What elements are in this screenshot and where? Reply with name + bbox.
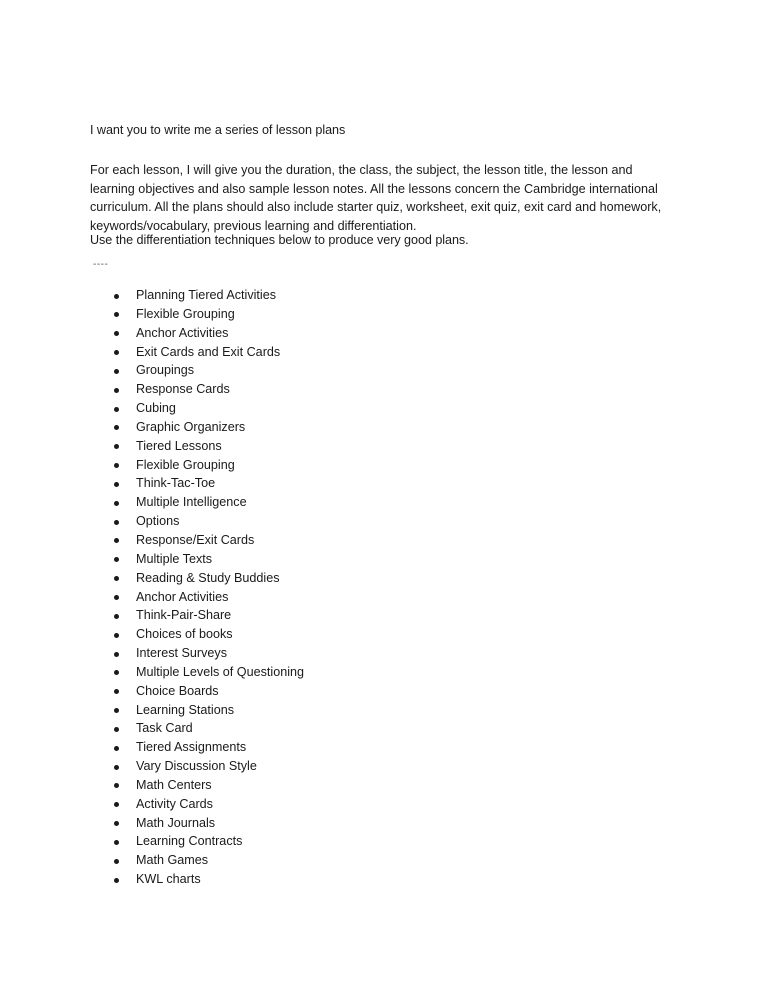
list-item-label: Response/Exit Cards <box>136 532 255 547</box>
list-item-label: Interest Surveys <box>136 646 227 661</box>
techniques-list <box>112 286 304 889</box>
bullet-icon <box>114 689 119 694</box>
list-item-label: Activity Cards <box>136 796 213 811</box>
list-item-label: Choice Boards <box>136 683 219 698</box>
list-item <box>112 870 304 889</box>
list-item-label: Response Cards <box>136 382 230 397</box>
paragraph-line: learning objectives and also sample lesson notes. All the lessons concern the Cambridge international <box>90 181 658 196</box>
list-item <box>112 776 304 795</box>
list-item <box>112 550 304 569</box>
list-item-label: Flexible Grouping <box>136 457 235 472</box>
bullet-icon <box>114 765 119 770</box>
list-item-label: Think-Tac-Toe <box>136 476 216 491</box>
list-item <box>112 644 304 663</box>
intro-line: I want you to write me a series of lesson plans <box>90 123 346 137</box>
bullet-icon <box>114 294 119 299</box>
list-item-label: Math Journals <box>136 815 216 830</box>
bullet-icon <box>114 595 119 600</box>
list-item <box>112 399 304 418</box>
list-item <box>112 625 304 644</box>
list-item-label: Groupings <box>136 363 195 378</box>
list-item <box>112 474 304 493</box>
bullet-icon <box>114 859 119 864</box>
list-item <box>112 663 304 682</box>
bullet-icon <box>114 708 119 713</box>
list-item <box>112 493 304 512</box>
list-item <box>112 738 304 757</box>
bullet-icon <box>114 331 119 336</box>
list-item <box>112 569 304 588</box>
bullet-icon <box>114 407 119 412</box>
bullet-icon <box>114 425 119 430</box>
list-item <box>112 286 304 305</box>
bullet-icon <box>114 633 119 638</box>
list-item-label: Math Games <box>136 853 209 868</box>
bullet-icon <box>114 557 119 562</box>
list-item-label: Reading & Study Buddies <box>136 570 280 585</box>
bullet-icon <box>114 501 119 506</box>
bullet-icon <box>114 614 119 619</box>
list-item <box>112 512 304 531</box>
list-item <box>112 851 304 870</box>
list-item-label: KWL charts <box>136 872 201 887</box>
bullet-icon <box>114 463 119 468</box>
list-item-label: Anchor Activities <box>136 589 229 604</box>
list-item <box>112 814 304 833</box>
bullet-icon <box>114 652 119 657</box>
bullet-icon <box>114 444 119 449</box>
bullet-icon <box>114 538 119 543</box>
list-item-label: Options <box>136 514 180 529</box>
list-item-label: Anchor Activities <box>136 325 229 340</box>
bullet-icon <box>114 369 119 374</box>
list-item-label: Graphic Organizers <box>136 419 246 434</box>
list-item <box>112 531 304 550</box>
bullet-icon <box>114 821 119 826</box>
bullet-icon <box>114 878 119 883</box>
list-item-label: Learning Stations <box>136 702 235 717</box>
list-item <box>112 719 304 738</box>
bullet-icon <box>114 670 119 675</box>
list-item-label: Math Centers <box>136 777 212 792</box>
bullet-icon <box>114 783 119 788</box>
list-item <box>112 361 304 380</box>
paragraph-line: keywords/vocabulary, previous learning and differentiation. <box>90 218 417 233</box>
list-item <box>112 588 304 607</box>
list-item <box>112 757 304 776</box>
list-item-label: Learning Contracts <box>136 834 243 849</box>
list-item-label: Tiered Assignments <box>136 740 247 755</box>
list-item <box>112 832 304 851</box>
bullet-icon <box>114 576 119 581</box>
list-item-label: Choices of books <box>136 627 233 642</box>
list-item <box>112 437 304 456</box>
list-item <box>112 418 304 437</box>
bullet-icon <box>114 388 119 393</box>
list-item <box>112 456 304 475</box>
list-item-label: Vary Discussion Style <box>136 759 257 774</box>
instruction-line: Use the differentiation techniques below to produce very good plans. <box>90 233 469 247</box>
bullet-icon <box>114 312 119 317</box>
bullet-icon <box>114 350 119 355</box>
list-item-label: Multiple Intelligence <box>136 495 247 510</box>
list-item-label: Think-Pair-Share <box>136 608 232 623</box>
list-item-label: Exit Cards and Exit Cards <box>136 344 281 359</box>
list-item <box>112 606 304 625</box>
separator: ---- <box>93 259 109 270</box>
paragraph-line: curriculum. All the plans should also include starter quiz, worksheet, exit quiz, exit card and homework, <box>90 200 662 215</box>
list-item-label: Task Card <box>136 721 193 736</box>
bullet-icon <box>114 727 119 732</box>
list-item-label: Flexible Grouping <box>136 306 235 321</box>
list-item <box>112 701 304 720</box>
list-item <box>112 380 304 399</box>
bullet-icon <box>114 482 119 487</box>
list-item-label: Multiple Texts <box>136 551 213 566</box>
list-item <box>112 795 304 814</box>
paragraph-line: For each lesson, I will give you the duration, the class, the subject, the lesson title, the lesson and <box>90 163 633 177</box>
list-item-label: Cubing <box>136 401 176 416</box>
list-item <box>112 324 304 343</box>
list-item-label: Tiered Lessons <box>136 438 222 453</box>
instructions-paragraph <box>90 161 690 235</box>
list-item <box>112 343 304 362</box>
list-item-label: Planning Tiered Activities <box>136 288 277 302</box>
list-item-label: Multiple Levels of Questioning <box>136 664 305 679</box>
bullet-icon <box>114 840 119 845</box>
bullet-icon <box>114 746 119 751</box>
list-item <box>112 305 304 324</box>
bullet-icon <box>114 520 119 525</box>
bullet-icon <box>114 802 119 807</box>
list-item <box>112 682 304 701</box>
